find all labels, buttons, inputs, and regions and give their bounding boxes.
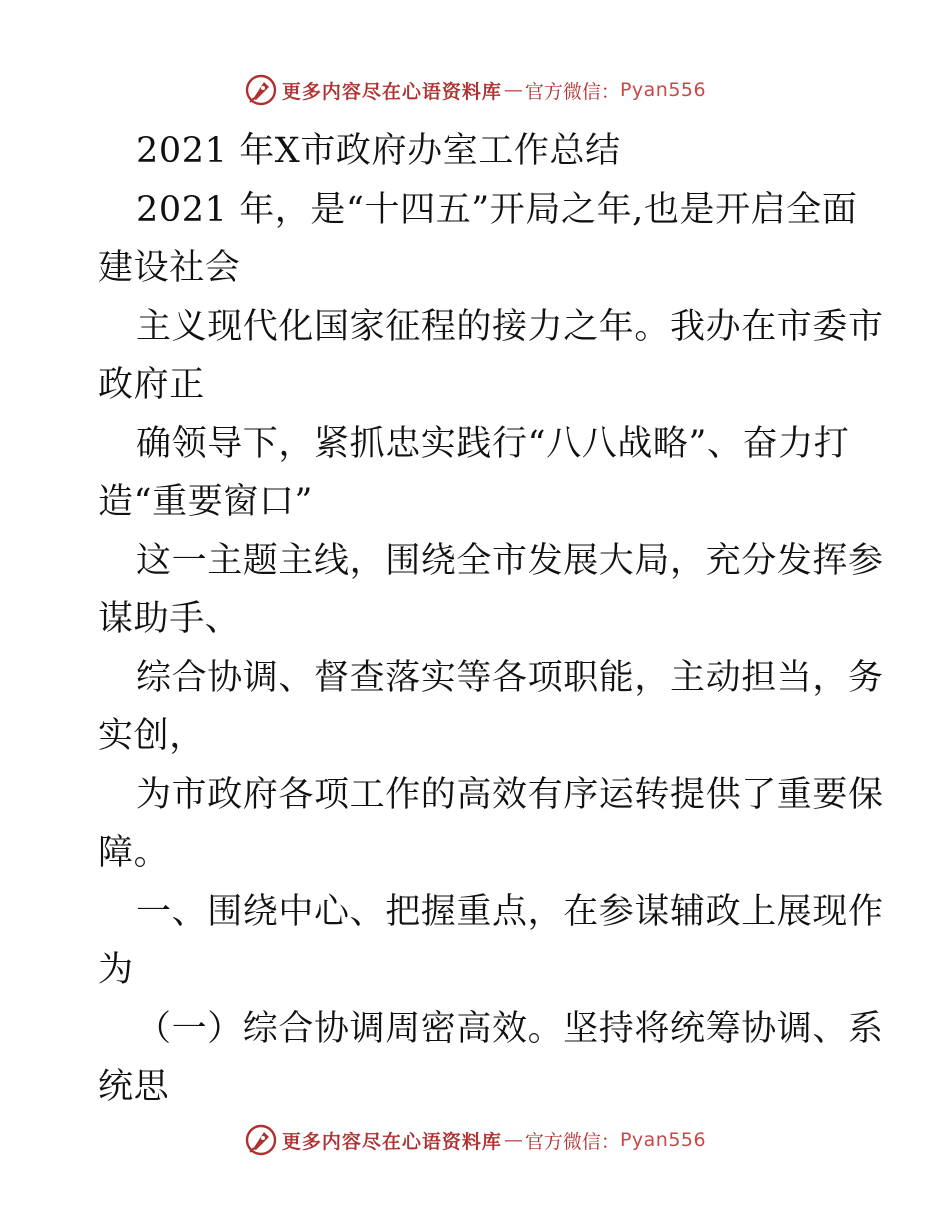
- header-site-text: 更多内容尽在心语资料库: [281, 80, 502, 103]
- footer-banner: [0, 1120, 950, 1160]
- text-line: 障。: [98, 833, 170, 873]
- pen-nib-logo-icon: [244, 1123, 278, 1157]
- header-banner: [0, 70, 950, 110]
- footer-contact-handle: Pyan556: [619, 1129, 707, 1151]
- text-line: 谋助手、: [98, 599, 241, 639]
- text-line: 造“重要窗口”: [98, 482, 313, 522]
- document-body: [98, 122, 884, 1117]
- text-line: 这一主题主线，围绕全市发展大局，充分发挥参: [136, 540, 884, 581]
- text-line: 主义现代化国家征程的接力之年。我办在市委市: [136, 306, 884, 347]
- text-line: 综合协调、督查落实等各项职能，主动担当，务: [136, 657, 884, 698]
- text-line: 实创，: [98, 716, 205, 756]
- header-contact-handle: Pyan556: [619, 79, 707, 101]
- footer-contact-label: 官方微信：: [524, 1130, 620, 1153]
- header-contact-label: 官方微信：: [524, 80, 620, 103]
- text-line: 2021 年，是“十四五”开局之年,也是开启全面: [136, 189, 858, 230]
- text-line: 政府正: [98, 365, 205, 405]
- footer-site-text: 更多内容尽在心语资料库: [281, 1130, 502, 1153]
- text-line: 统思: [98, 1067, 170, 1107]
- text-line: 一、围绕中心、把握重点，在参谋辅政上展现作: [136, 891, 884, 932]
- text-line: 为: [98, 950, 134, 990]
- pen-nib-logo-icon: [244, 73, 278, 107]
- text-line: （一）综合协调周密高效。坚持将统筹协调、系: [136, 1008, 884, 1049]
- footer-dash: —: [503, 1129, 523, 1151]
- text-line: 为市政府各项工作的高效有序运转提供了重要保: [136, 774, 884, 815]
- header-dash: —: [503, 79, 523, 101]
- text-line: 建设社会: [98, 248, 241, 288]
- text-line: 确领导下，紧抓忠实践行“八八战略”、奋力打: [136, 423, 850, 464]
- document-title: 2021 年X市政府办室工作总结: [136, 131, 621, 171]
- paragraph-lines: [98, 181, 884, 1117]
